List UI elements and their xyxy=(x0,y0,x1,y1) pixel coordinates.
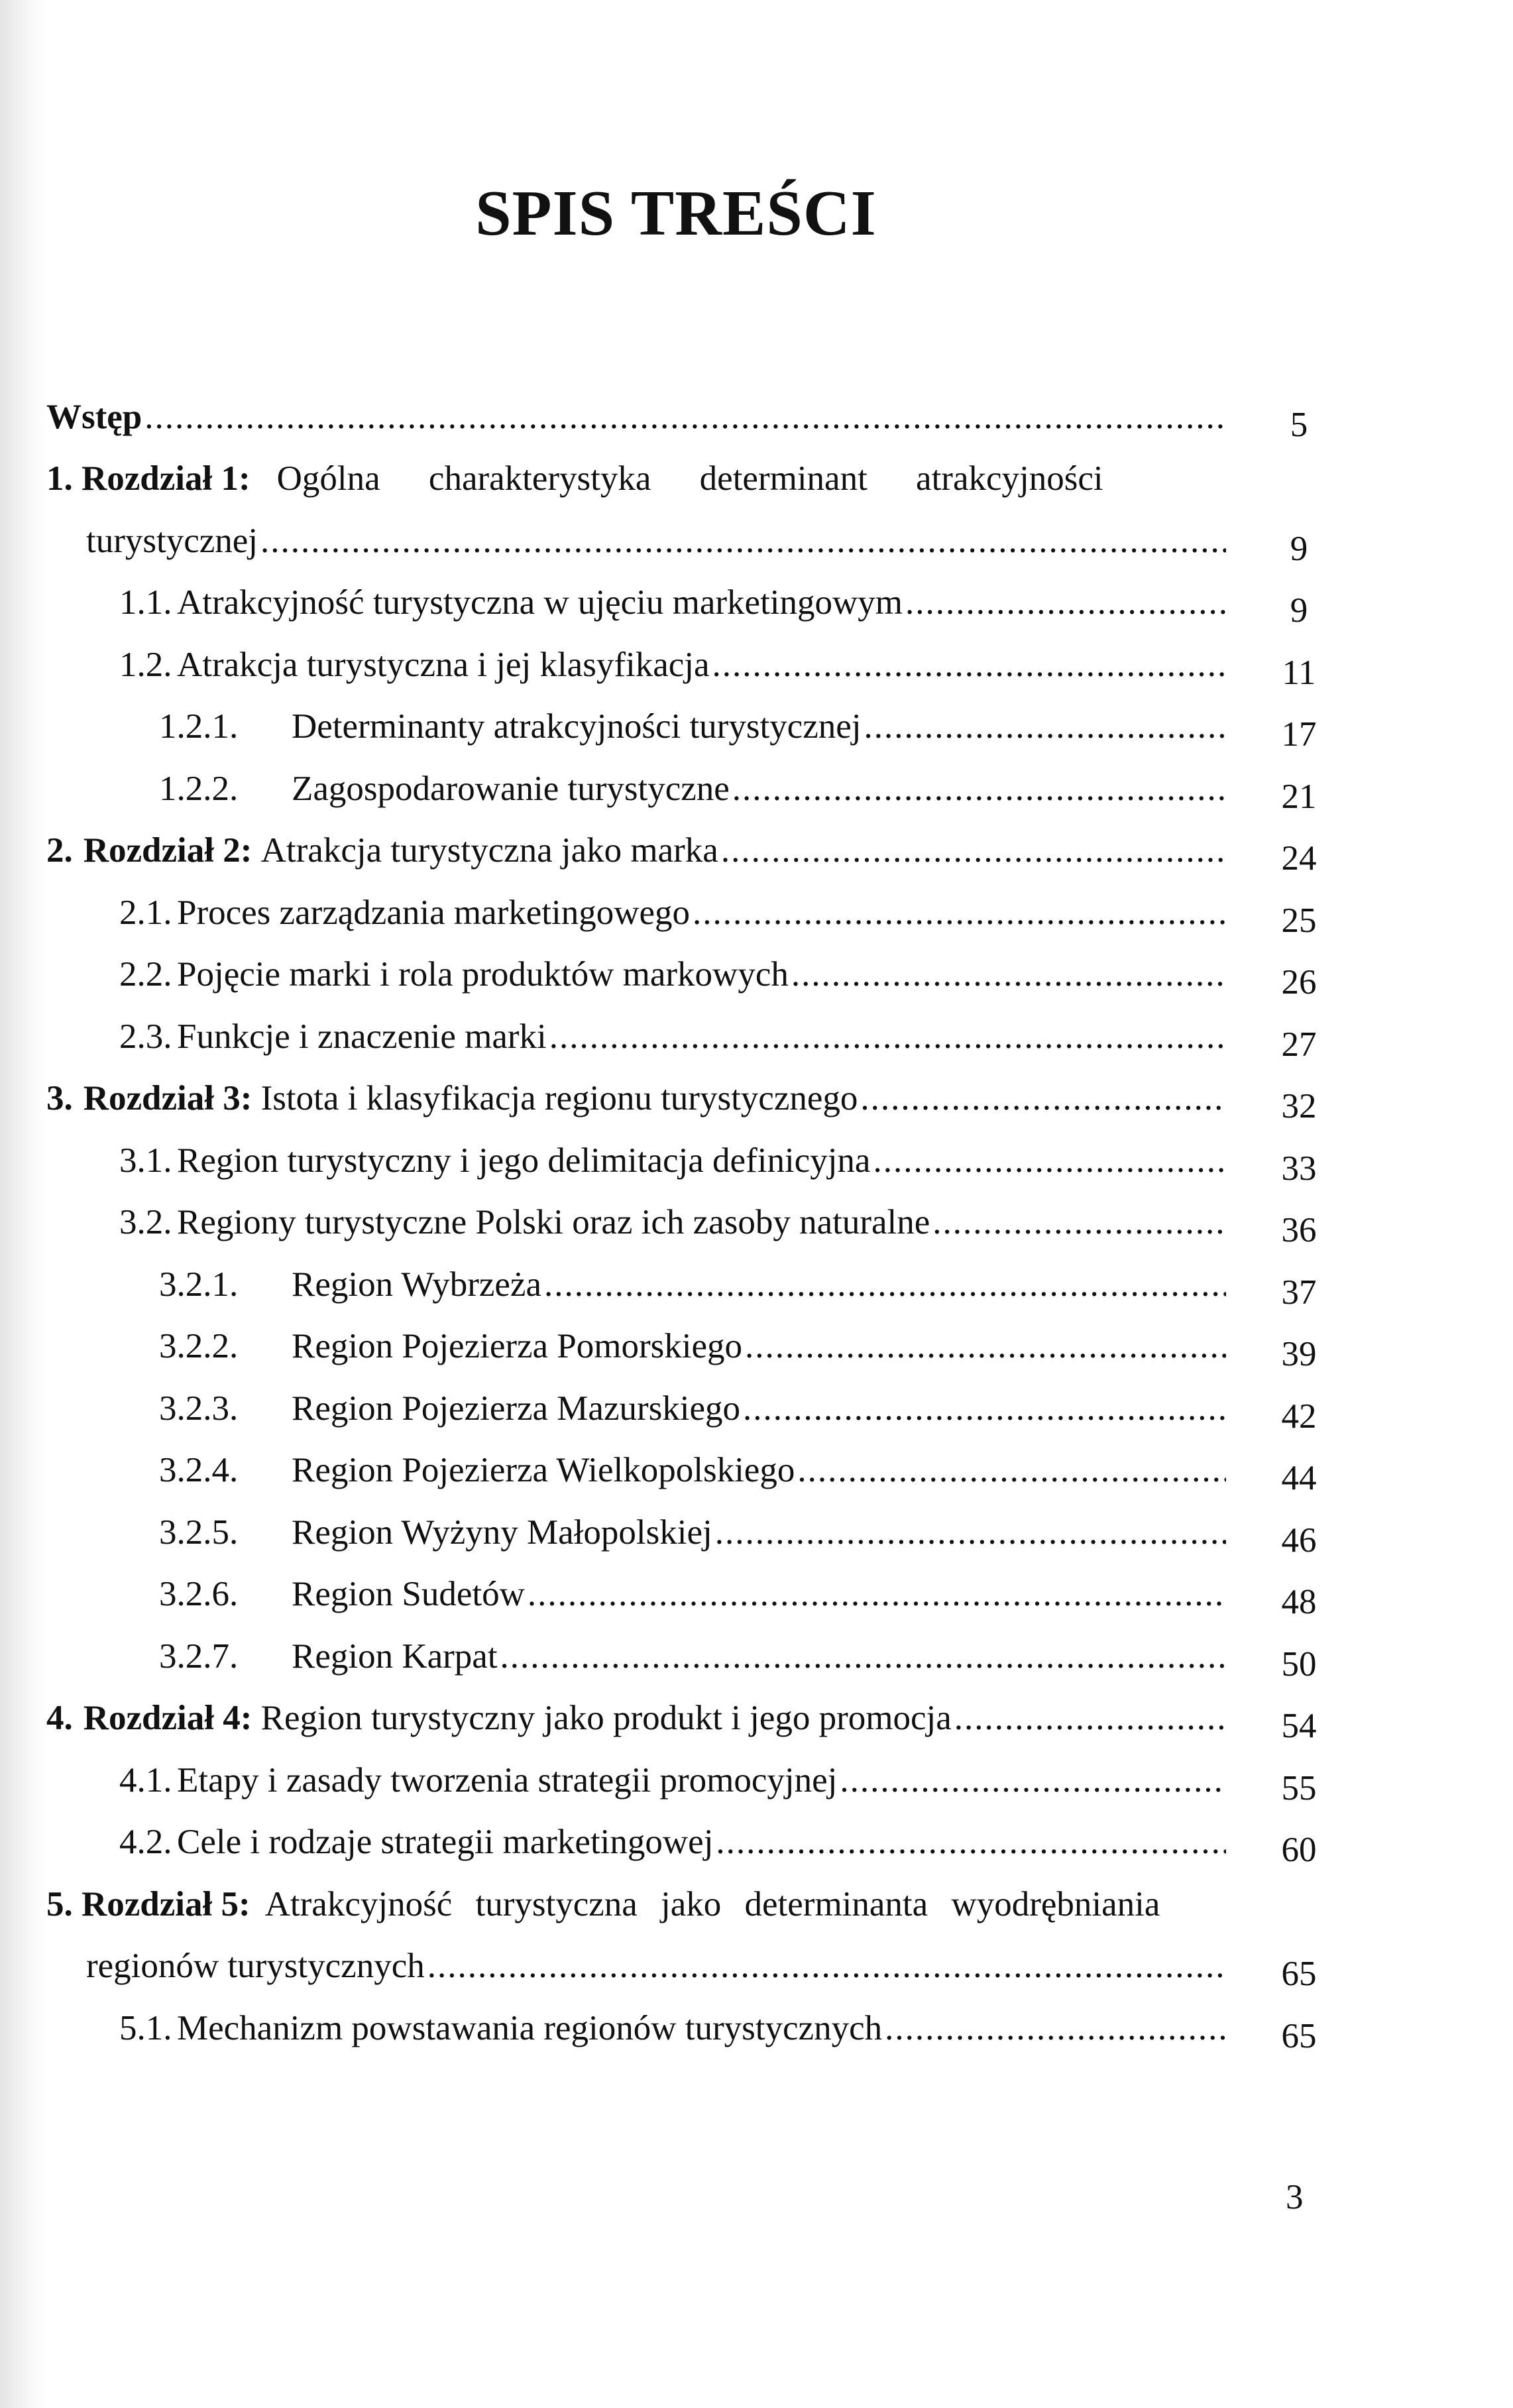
toc-entry-title: Zagospodarowanie turystyczne xyxy=(292,769,730,808)
toc-entry-title: turystycznej xyxy=(86,521,258,560)
toc-page-number: 9 xyxy=(1290,591,1308,630)
toc-entry-title: Determinanty atrakcyjności turystycznej xyxy=(292,707,862,746)
toc-entry-number: 3.2.5. xyxy=(159,1513,239,1552)
dot-leader xyxy=(549,1019,1226,1055)
toc-entry-1-1[interactable] xyxy=(46,571,1345,633)
dot-leader xyxy=(885,2011,1226,2046)
dot-leader xyxy=(864,709,1226,744)
toc-page-number: 39 xyxy=(1281,1335,1317,1373)
toc-entry-number: 3.2.6. xyxy=(159,1575,239,1613)
toc-entry-title: regionów turystycznych xyxy=(86,1947,425,1985)
toc-entry-label: Wstęp xyxy=(46,397,142,436)
toc-entry-title: Mechanizm powstawania regionów turystycznych xyxy=(177,2008,883,2047)
toc-entry-number: 5. Rozdział 5: xyxy=(46,1884,251,1923)
toc-entry-number: 3. xyxy=(46,1079,73,1118)
toc-entry-number: 2.3. xyxy=(119,1017,172,1056)
toc-entry-5-1[interactable] xyxy=(46,1996,1345,2058)
toc-entry-chapter-3[interactable] xyxy=(46,1066,1345,1129)
dot-leader xyxy=(528,1577,1226,1612)
toc-entry-2-1[interactable] xyxy=(46,880,1345,943)
toc-entry-intro[interactable] xyxy=(46,384,1345,447)
toc-entry-title: Region turystyczny jako produkt i jego promocja xyxy=(260,1699,952,1737)
toc-page-number: 48 xyxy=(1281,1583,1317,1621)
toc-entry-3-1[interactable] xyxy=(46,1128,1345,1190)
toc-entry-4-2[interactable] xyxy=(46,1810,1345,1872)
dot-leader xyxy=(732,772,1226,807)
dot-leader xyxy=(860,1081,1226,1116)
toc-page-number: 44 xyxy=(1281,1459,1317,1497)
toc-page-number: 65 xyxy=(1281,2016,1317,2055)
toc-entry-title: Region Wybrzeża xyxy=(292,1265,541,1304)
toc-entry-title: Funkcje i znaczenie marki xyxy=(177,1017,547,1056)
toc-entry-1-2[interactable] xyxy=(46,632,1345,695)
toc-entry-title: Etapy i zasady tworzenia strategii promocyjnej xyxy=(177,1760,838,1800)
scan-edge-shadow xyxy=(0,0,46,2408)
dot-leader xyxy=(427,1949,1226,1984)
toc-entry-3-2-5[interactable] xyxy=(46,1500,1345,1562)
dot-leader xyxy=(840,1763,1226,1798)
toc-entry-3-2-2[interactable] xyxy=(46,1314,1345,1377)
toc-page-number: 54 xyxy=(1281,1707,1317,1745)
toc-page-number: 27 xyxy=(1281,1025,1317,1064)
toc-page-number: 17 xyxy=(1281,715,1317,754)
toc-page-number: 25 xyxy=(1281,901,1317,940)
toc-entry-title: Ogólna charakterystyka determinant atrakcyjności xyxy=(276,459,1103,498)
dot-leader xyxy=(905,585,1226,620)
toc-entry-title: Region Pojezierza Mazurskiego xyxy=(292,1389,740,1428)
toc-entry-number: 1.2.2. xyxy=(159,769,239,808)
toc-entry-chapter-2[interactable] xyxy=(46,819,1345,881)
toc-entry-3-2[interactable] xyxy=(46,1190,1345,1253)
toc-entry-3-2-4[interactable] xyxy=(46,1438,1345,1501)
toc-entry-number: 1.2.1. xyxy=(159,707,239,746)
toc-entry-title: Pojęcie marki i rola produktów markowych xyxy=(177,955,789,994)
toc-entry-3-2-1[interactable] xyxy=(46,1252,1345,1314)
toc-page-number: 32 xyxy=(1281,1087,1317,1125)
dot-leader xyxy=(715,1515,1226,1550)
toc-entry-number: 2.1. xyxy=(119,893,172,932)
toc-entry-number: 4.1. xyxy=(119,1760,172,1800)
toc-entry-title: Atrakcja turystyczna jako marka xyxy=(260,831,718,870)
toc-entry-number: 3.2.3. xyxy=(159,1389,239,1428)
toc-entry-2-3[interactable] xyxy=(46,1004,1345,1066)
dot-leader xyxy=(712,648,1227,683)
toc-page-number: 36 xyxy=(1281,1211,1317,1249)
dot-leader xyxy=(797,1453,1226,1488)
toc-page-number: 24 xyxy=(1281,839,1317,878)
dot-leader xyxy=(693,895,1226,931)
toc-entry-number: 2. xyxy=(46,831,73,870)
toc-entry-title: Atrakcyjność turystyczna w ujęciu marketingowym xyxy=(177,583,903,622)
toc-entry-number: 3.1. xyxy=(119,1141,172,1180)
toc-entry-number: 2.2. xyxy=(119,955,172,994)
toc-page-number: 42 xyxy=(1281,1397,1317,1436)
toc-entry-title: Proces zarządzania marketingowego xyxy=(177,893,691,932)
toc-page-number: 33 xyxy=(1281,1149,1317,1188)
dot-leader xyxy=(745,1329,1226,1364)
toc-entry-title: Region Karpat xyxy=(292,1636,498,1676)
toc-entry-3-2-7[interactable] xyxy=(46,1624,1345,1686)
dot-leader xyxy=(260,524,1226,559)
toc-page-number: 65 xyxy=(1281,1955,1317,1993)
toc-entry-1-2-2[interactable] xyxy=(46,756,1345,819)
toc-entry-number: 3.2.7. xyxy=(159,1636,239,1676)
toc-entry-title: Atrakcja turystyczna i jej klasyfikacja xyxy=(177,645,710,684)
toc-page-number: 21 xyxy=(1281,777,1317,816)
toc-entry-title: Istota i klasyfikacja regionu turystycznego xyxy=(260,1079,858,1118)
toc-entry-number: 1. Rozdział 1: xyxy=(46,459,251,498)
toc-entry-number: 3.2.1. xyxy=(159,1265,239,1304)
toc-entry-chapter-5[interactable] xyxy=(46,1872,1345,1934)
dot-leader xyxy=(144,400,1226,435)
toc-entry-number: 5.1. xyxy=(119,2008,172,2047)
toc-entry-label: Rozdział 3: xyxy=(83,1079,252,1118)
toc-entry-2-2[interactable] xyxy=(46,943,1345,1005)
toc-entry-chapter-4[interactable] xyxy=(46,1686,1345,1749)
toc-page-number: 37 xyxy=(1281,1273,1317,1312)
toc-entry-number: 1.1. xyxy=(119,583,172,622)
toc-entry-number: 3.2.2. xyxy=(159,1327,239,1365)
page-number: 3 xyxy=(1286,2178,1304,2216)
toc-page-number: 5 xyxy=(1290,405,1308,444)
dot-leader xyxy=(791,957,1226,992)
dot-leader xyxy=(743,1391,1226,1426)
toc-entry-number: 3.2. xyxy=(119,1203,172,1241)
dot-leader xyxy=(716,1825,1226,1860)
toc-entry-label: Rozdział 4: xyxy=(83,1699,252,1737)
toc-entry-number: 3.2.4. xyxy=(159,1451,239,1489)
toc-entry-label: Rozdział 2: xyxy=(83,831,252,870)
toc-entry-title: Regiony turystyczne Polski oraz ich zasoby naturalne xyxy=(177,1203,930,1241)
toc-entry-title: Region turystyczny i jego delimitacja definicyjna xyxy=(177,1141,871,1180)
toc-page-number: 50 xyxy=(1281,1644,1317,1684)
toc-entry-1-2-1[interactable] xyxy=(46,695,1345,757)
dot-leader xyxy=(873,1143,1226,1178)
toc-entry-number: 4.2. xyxy=(119,1823,172,1861)
dot-leader xyxy=(954,1701,1226,1736)
toc-entry-number: 4. xyxy=(46,1699,73,1737)
toc-page-number: 11 xyxy=(1282,653,1316,692)
toc-entry-4-1[interactable] xyxy=(46,1748,1345,1810)
toc-page-number: 60 xyxy=(1281,1831,1317,1869)
toc-page-number: 55 xyxy=(1281,1768,1317,1807)
toc-page-number: 26 xyxy=(1281,963,1317,1002)
toc-entry-number: 1.2. xyxy=(119,645,172,684)
dot-leader xyxy=(932,1205,1226,1240)
toc-entry-3-2-6[interactable] xyxy=(46,1562,1345,1625)
page-title: SPIS TREŚCI xyxy=(475,177,877,249)
toc-entry-title: Region Pojezierza Pomorskiego xyxy=(292,1327,743,1365)
toc-entry-chapter-1[interactable] xyxy=(46,447,1345,509)
toc-page-number: 46 xyxy=(1281,1520,1317,1560)
dot-leader xyxy=(721,833,1226,868)
toc-entry-3-2-3[interactable] xyxy=(46,1376,1345,1438)
toc-entry-chapter-1-cont[interactable] xyxy=(46,508,1345,571)
table-of-contents xyxy=(46,384,1345,2058)
toc-entry-title: Region Sudetów xyxy=(292,1575,525,1613)
toc-page-number: 9 xyxy=(1290,529,1308,568)
toc-entry-title: Atrakcyjność turystyczna jako determinanta wyodrębniania xyxy=(264,1884,1160,1923)
dot-leader xyxy=(500,1639,1226,1674)
toc-entry-title: Region Wyżyny Małopolskiej xyxy=(292,1513,712,1552)
toc-entry-title: Cele i rodzaje strategii marketingowej xyxy=(177,1823,714,1861)
dot-leader xyxy=(544,1267,1226,1302)
toc-entry-chapter-5-cont[interactable] xyxy=(46,1934,1345,1996)
toc-entry-title: Region Pojezierza Wielkopolskiego xyxy=(292,1451,795,1489)
